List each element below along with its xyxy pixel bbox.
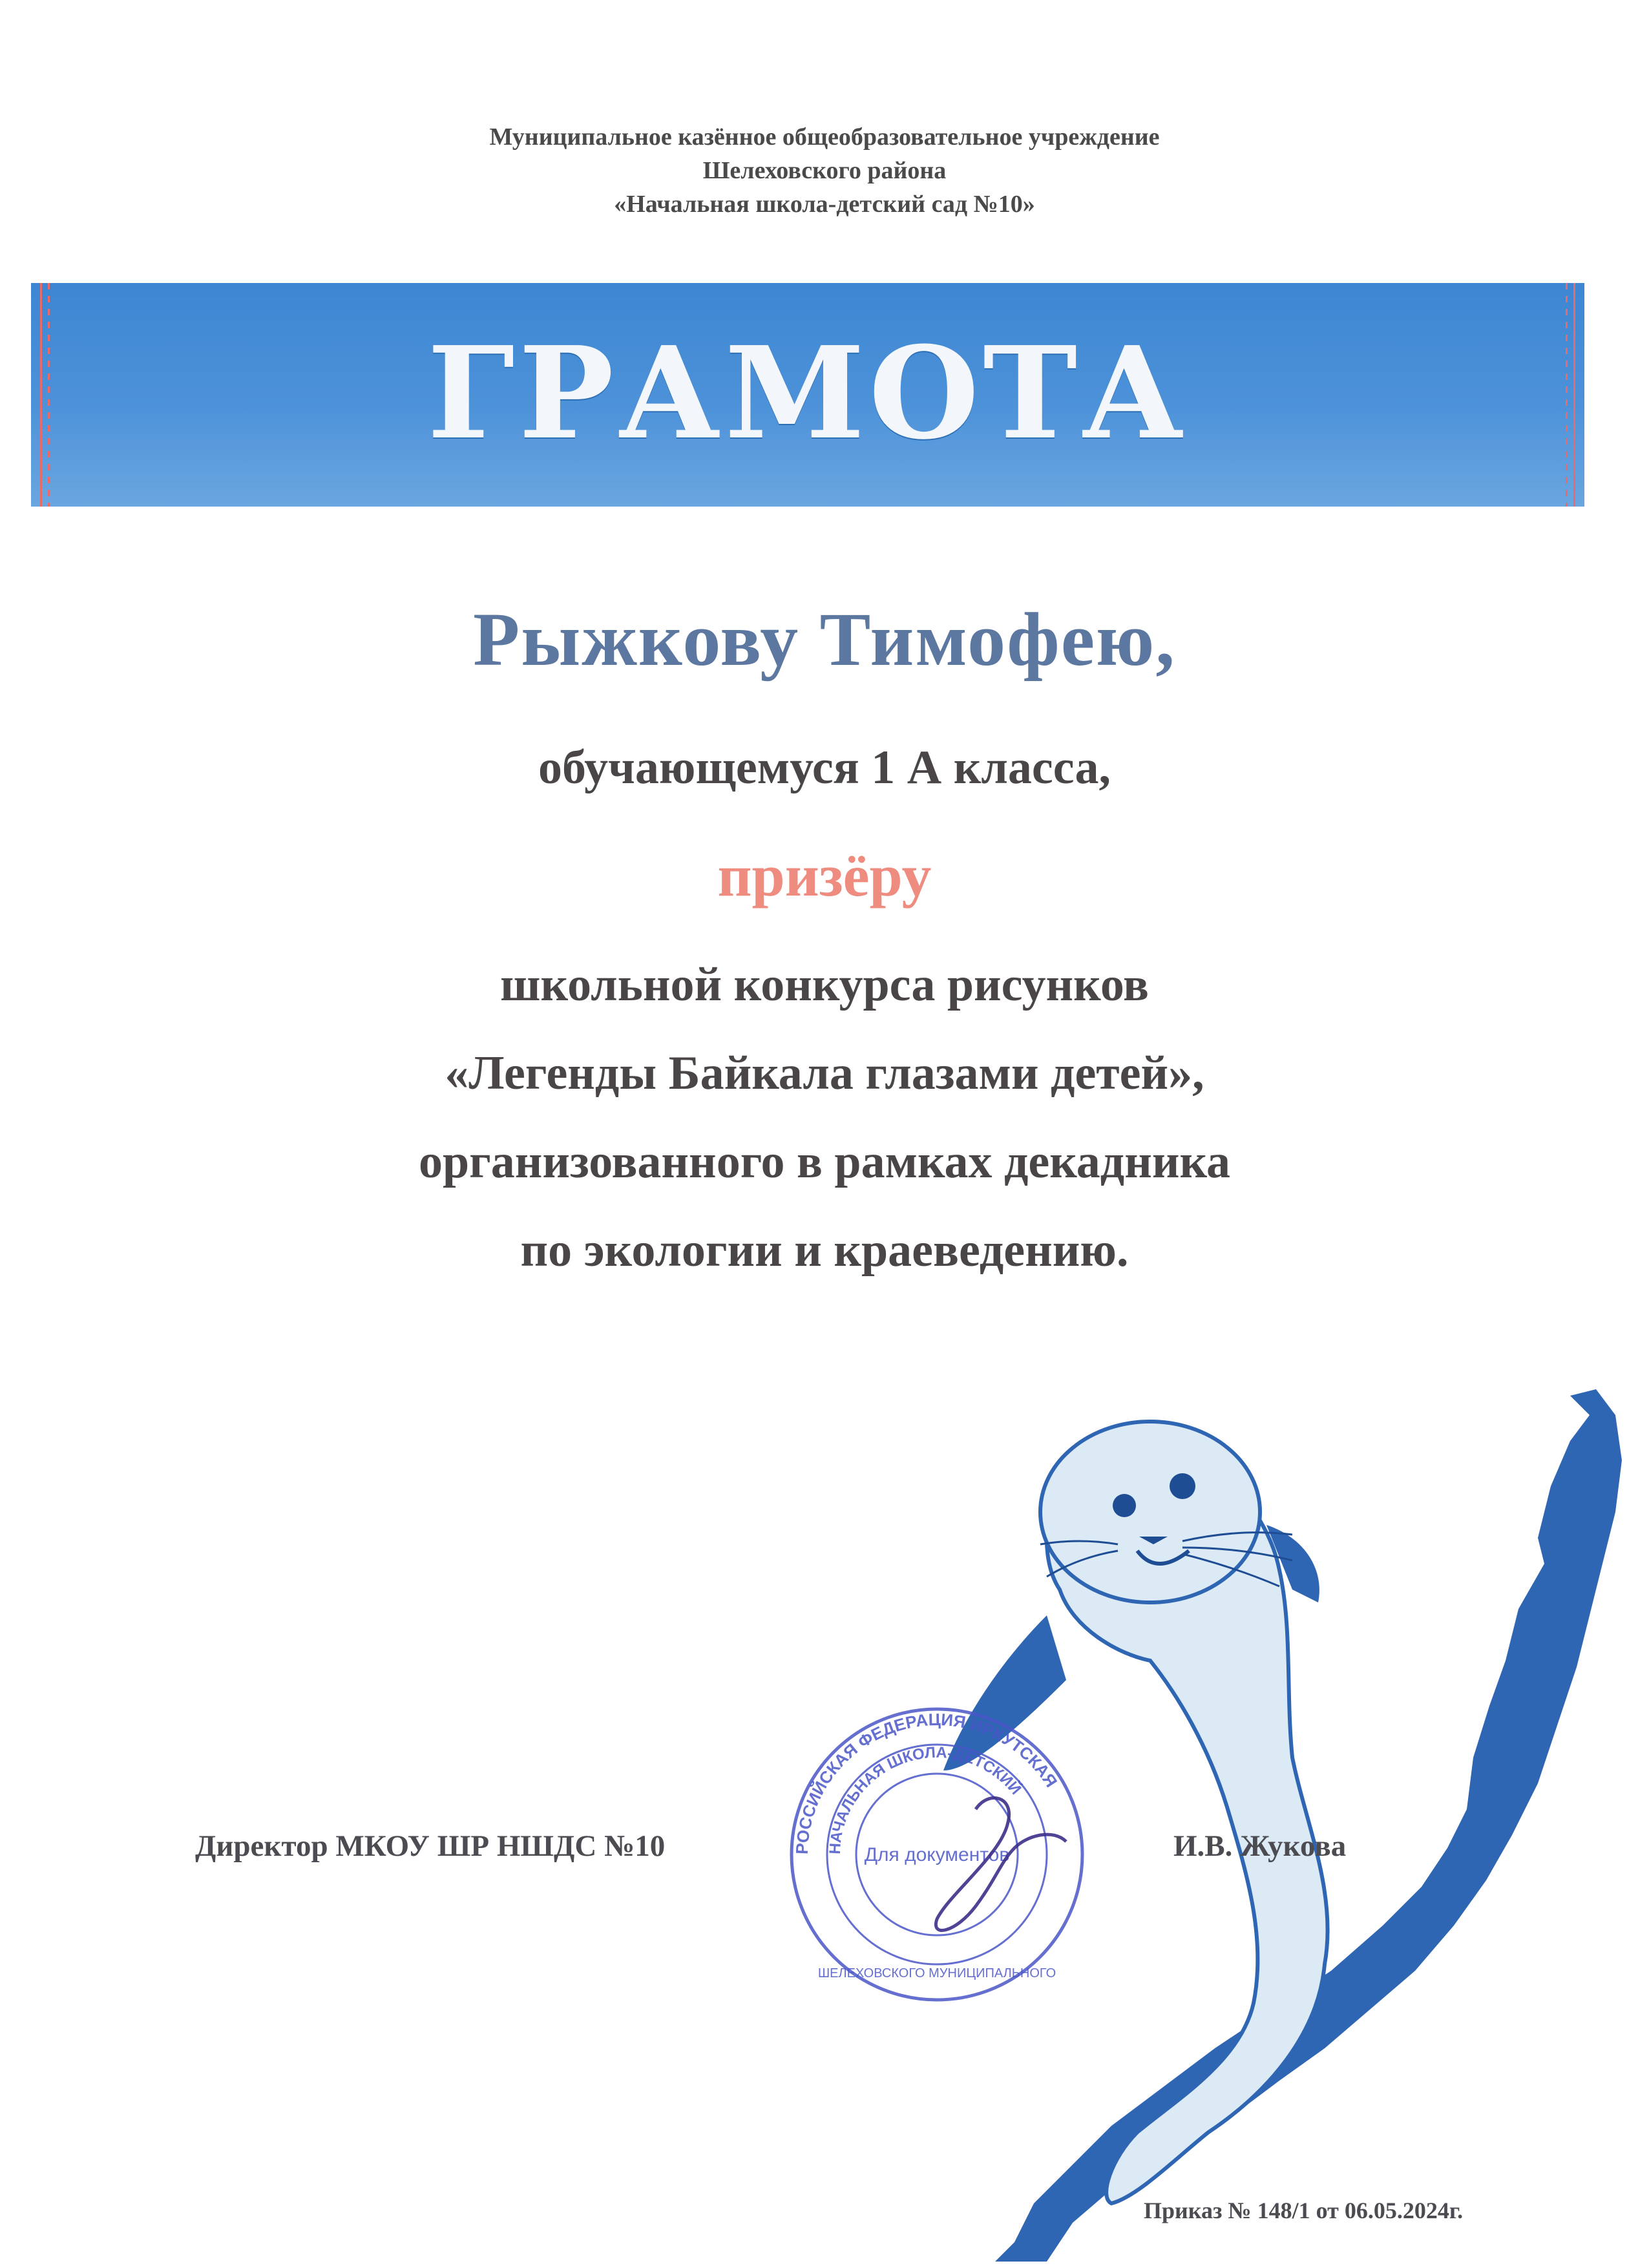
institution-header [0, 120, 1649, 221]
signature-position: Директор МКОУ ШР НШДС №10 [195, 1829, 666, 1863]
seal-eye-right [1170, 1473, 1195, 1499]
signature-name: И.В. Жукова [1173, 1829, 1347, 1863]
header-line-3: «Начальная школа-детский сад №10» [614, 191, 1035, 218]
description-line-4: по экологии и краеведению. [520, 1224, 1129, 1277]
stamp-outer-text: РОССИЙСКАЯ ФЕДЕРАЦИЯ ИРКУТСКАЯ [792, 1709, 1062, 1855]
recipient-name: Рыжкову Тимофею, [473, 597, 1176, 682]
certificate-title: ГРАМОТА [427, 319, 1188, 468]
seal-eye-left [1113, 1494, 1136, 1517]
description-line-1: школьной конкурса рисунков [500, 958, 1149, 1011]
stamp-bottom-text: ШЕЛЕХОВСКОГО МУНИЦИПАЛЬНОГО [817, 1966, 1056, 1980]
seal-head [1040, 1422, 1260, 1602]
header-line-2: Шелеховского района [702, 157, 947, 184]
stamp-inner-text: НАЧАЛЬНАЯ ШКОЛА-ДЕТСКИЙ [826, 1743, 1025, 1855]
description-line-3: организованного в рамках декадника [418, 1135, 1231, 1188]
award-description [0, 941, 1649, 1295]
order-reference: Приказ № 148/1 от 06.05.2024г. [1144, 2198, 1464, 2223]
description-line-2: «Легенды Байкала глазами детей», [445, 1047, 1204, 1100]
recipient-grade: обучающемуся 1 А класса, [538, 741, 1111, 794]
official-stamp [782, 1699, 1092, 2010]
header-line-1: Муниципальное казённое общеобразовательное учреждение [489, 123, 1160, 151]
title-banner [31, 283, 1584, 507]
stamp-center-text: Для документов [864, 1844, 1010, 1865]
award-title: призёру [717, 843, 932, 908]
